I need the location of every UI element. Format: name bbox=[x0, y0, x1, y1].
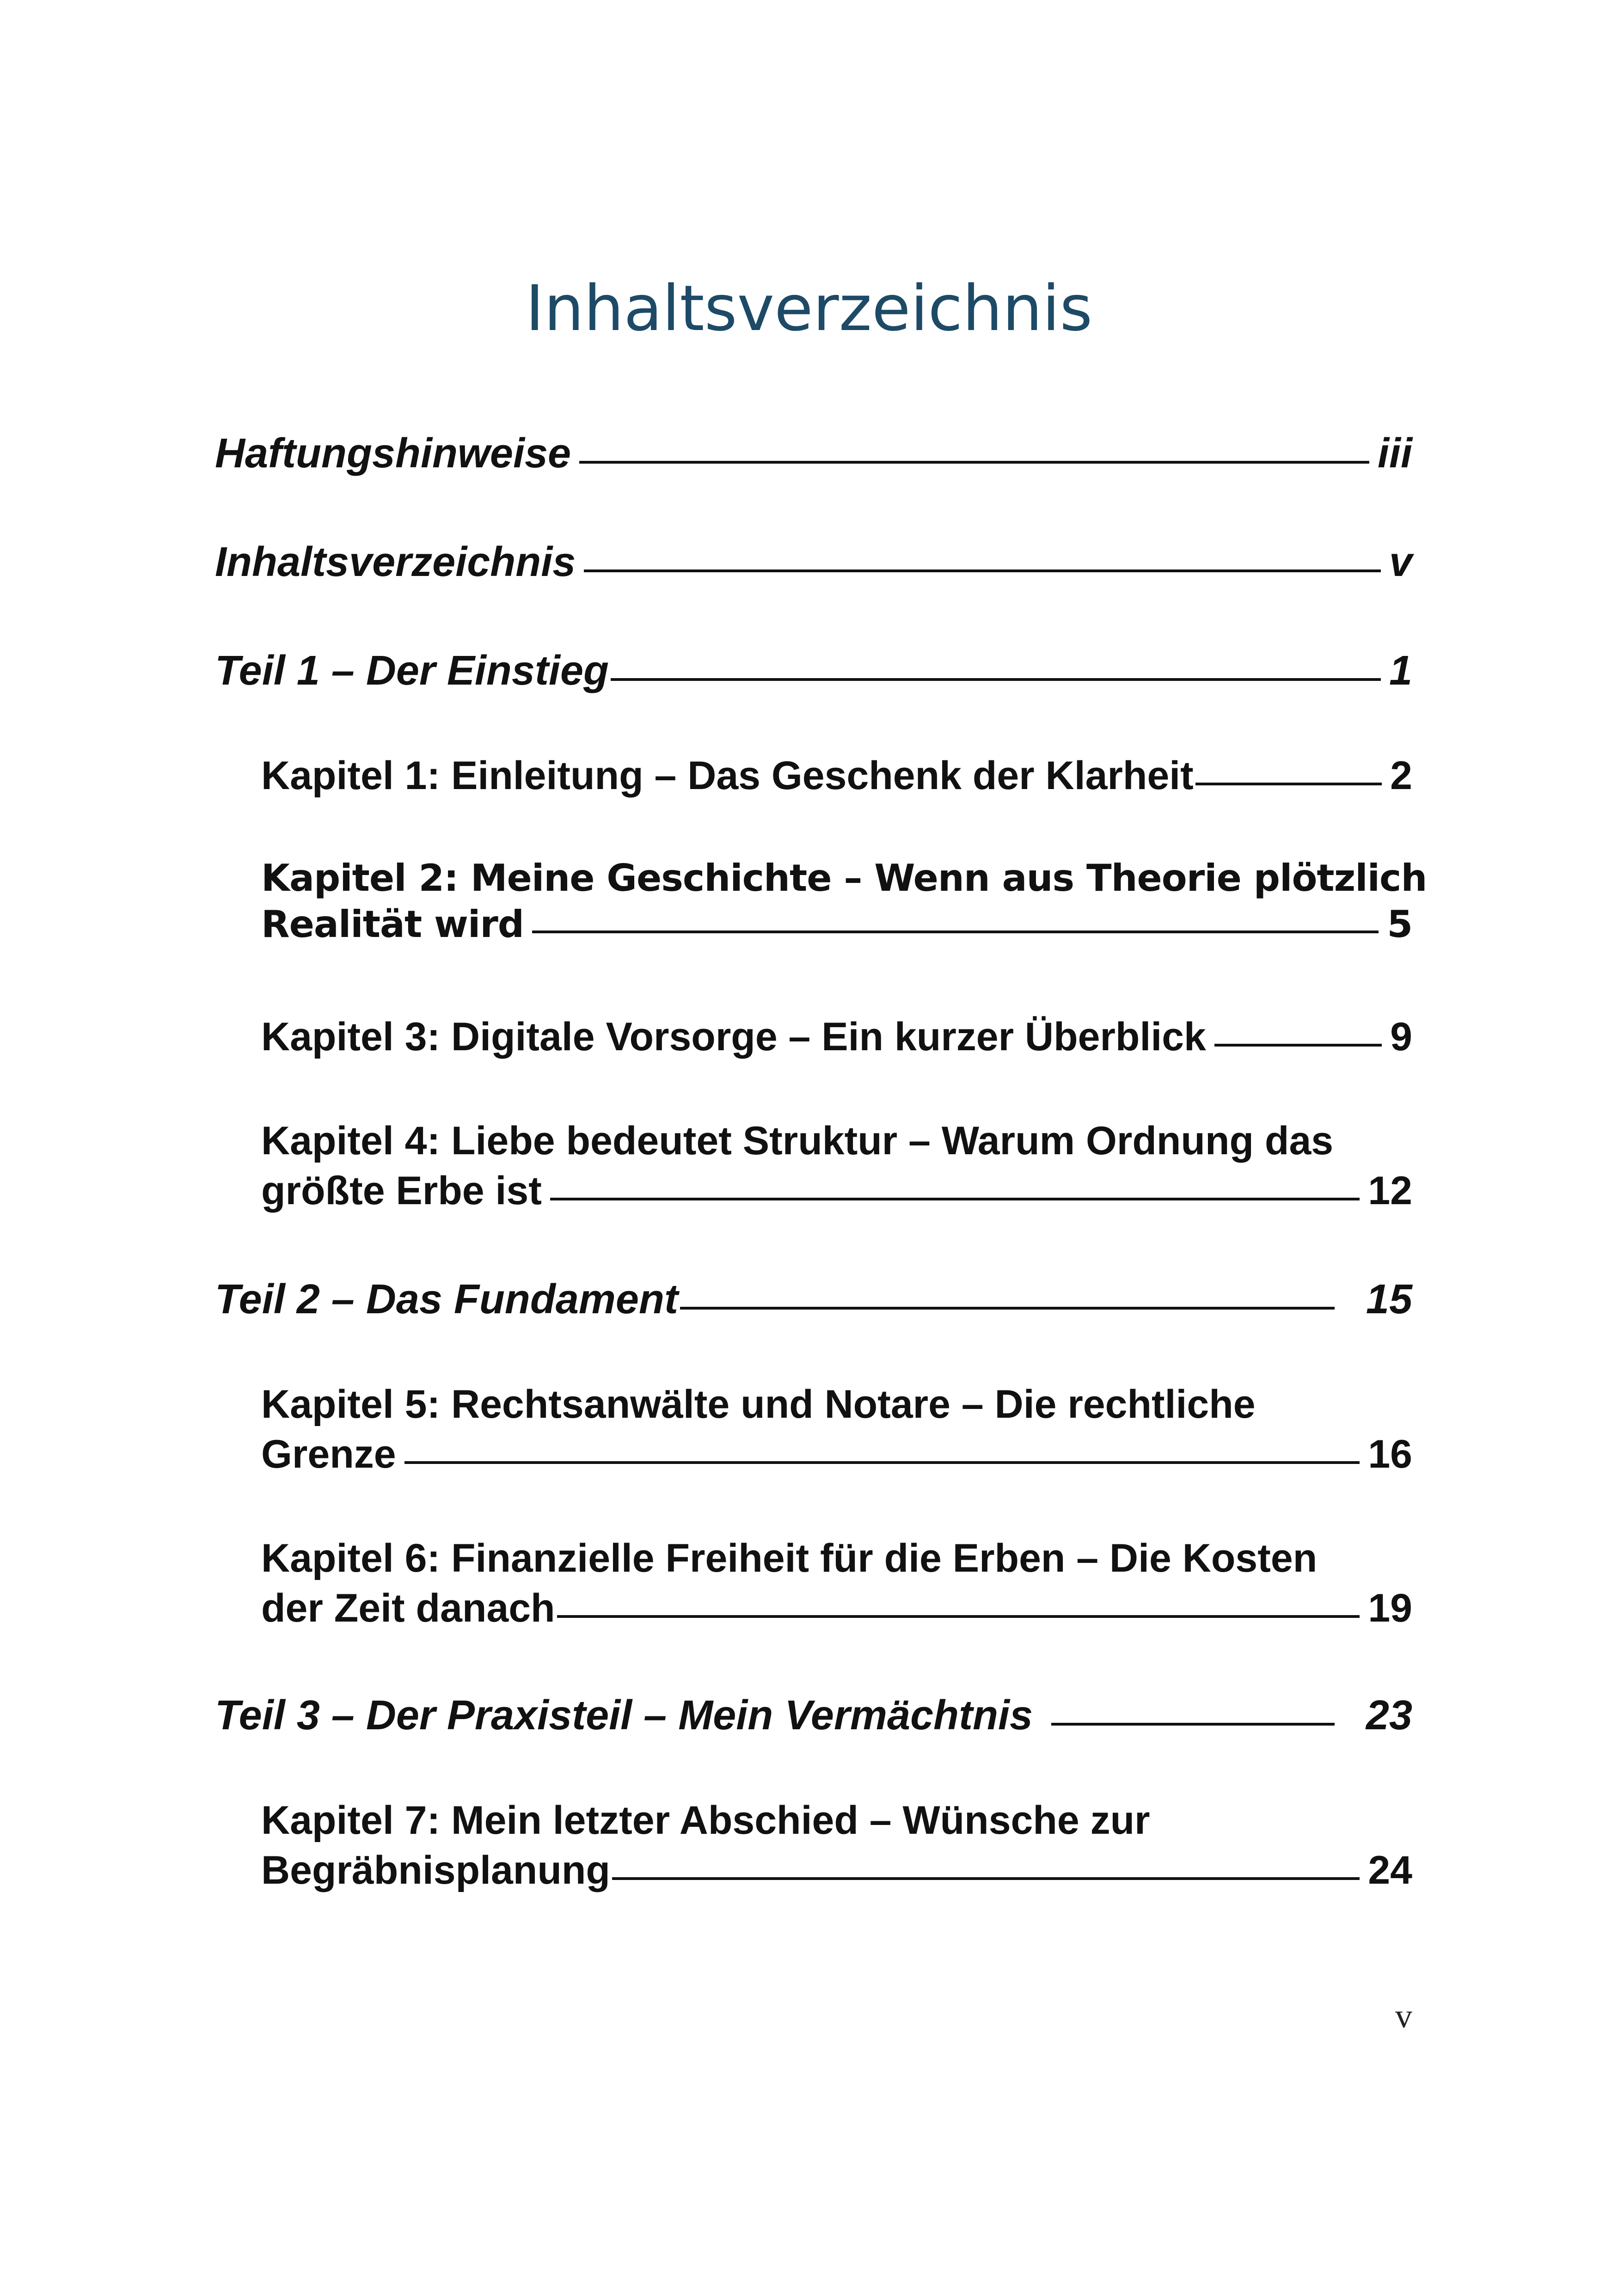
toc-leader-line bbox=[612, 1877, 1360, 1880]
toc-leader-line bbox=[584, 569, 1381, 572]
toc-page-number: 23 bbox=[1366, 1692, 1412, 1739]
toc-page-number: 12 bbox=[1368, 1168, 1412, 1213]
toc-page-number: v bbox=[1389, 539, 1412, 585]
toc-leader-line bbox=[579, 461, 1369, 464]
toc-entry-haftungshinweise[interactable] bbox=[215, 428, 1412, 480]
toc-entry-label: Teil 3 – Der Praxisteil – Mein Vermächtnis bbox=[215, 1692, 1033, 1739]
toc-entry-label: Haftungshinweise bbox=[215, 430, 571, 477]
toc-page-number: 16 bbox=[1368, 1432, 1412, 1476]
toc-leader-line bbox=[1195, 783, 1382, 785]
toc-page-number: 15 bbox=[1366, 1276, 1412, 1322]
toc-page-number: 1 bbox=[1389, 648, 1412, 694]
toc-entry-kapitel-1[interactable] bbox=[261, 751, 1412, 801]
toc-entry-label-line-1: Kapitel 6: Finanzielle Freiheit für die Erben – Die Kosten bbox=[261, 1536, 1318, 1580]
toc-leader-line bbox=[1214, 1044, 1382, 1047]
toc-leader-line bbox=[404, 1461, 1360, 1464]
toc-leader-line bbox=[532, 931, 1379, 933]
toc-page-number: 5 bbox=[1387, 903, 1412, 946]
toc-entry-kapitel-4[interactable] bbox=[261, 1116, 1412, 1216]
footer-page-number: v bbox=[1395, 1997, 1412, 2035]
toc-leader-line bbox=[611, 678, 1381, 681]
toc-leader-line bbox=[680, 1307, 1335, 1310]
toc-page-number: 24 bbox=[1368, 1848, 1412, 1892]
toc-entry-label: Kapitel 3: Digitale Vorsorge – Ein kurzer Überblick bbox=[261, 1015, 1206, 1059]
toc-page-number: iii bbox=[1377, 430, 1412, 477]
toc-leader-line bbox=[557, 1615, 1360, 1618]
toc-entry-teil-1[interactable] bbox=[215, 645, 1412, 697]
toc-entry-label: Teil 1 – Der Einstieg bbox=[215, 648, 609, 694]
toc-entry-label: Kapitel 1: Einleitung – Das Geschenk der Klarheit bbox=[261, 753, 1194, 798]
toc-entry-label: Inhaltsverzeichnis bbox=[215, 539, 576, 585]
toc-entry-inhaltsverzeichnis[interactable] bbox=[215, 536, 1412, 588]
toc-entry-kapitel-6[interactable] bbox=[261, 1534, 1412, 1633]
toc-page-number: 19 bbox=[1368, 1586, 1412, 1630]
toc-entry-label-line-1: Kapitel 2: Meine Geschichte – Wenn aus Theorie plötzlich bbox=[261, 857, 1427, 900]
toc-leader-line bbox=[1051, 1723, 1335, 1726]
toc-entry-label-line-2: der Zeit danach bbox=[261, 1586, 555, 1630]
page-title: Inhaltsverzeichnis bbox=[525, 272, 1093, 345]
toc-entry-teil-2[interactable] bbox=[215, 1274, 1412, 1326]
toc-entry-label-line-1: Kapitel 4: Liebe bedeutet Struktur – Warum Ordnung das bbox=[261, 1119, 1334, 1163]
toc-entry-kapitel-7[interactable] bbox=[261, 1796, 1412, 1895]
toc-entry-label-line-2: Grenze bbox=[261, 1432, 396, 1476]
toc-entry-kapitel-5[interactable] bbox=[261, 1380, 1412, 1479]
toc-leader-line bbox=[550, 1198, 1360, 1200]
toc-entry-label-line-1: Kapitel 7: Mein letzter Abschied – Wünsche zur bbox=[261, 1798, 1150, 1843]
toc-entry-label-line-2: Realität wird bbox=[261, 903, 524, 946]
toc-entry-label-line-2: Begräbnisplanung bbox=[261, 1848, 610, 1892]
toc-entry-kapitel-2[interactable] bbox=[261, 855, 1427, 948]
toc-entry-teil-3[interactable] bbox=[215, 1690, 1412, 1742]
toc-entry-label: Teil 2 – Das Fundament bbox=[215, 1276, 678, 1322]
toc-page-number: 9 bbox=[1390, 1015, 1412, 1059]
toc-entry-label-line-2: größte Erbe ist bbox=[261, 1168, 542, 1213]
toc-entry-label-line-1: Kapitel 5: Rechtsanwälte und Notare – Die rechtliche bbox=[261, 1382, 1256, 1427]
toc-page-number: 2 bbox=[1390, 753, 1412, 798]
toc-entry-kapitel-3[interactable] bbox=[261, 1012, 1412, 1062]
